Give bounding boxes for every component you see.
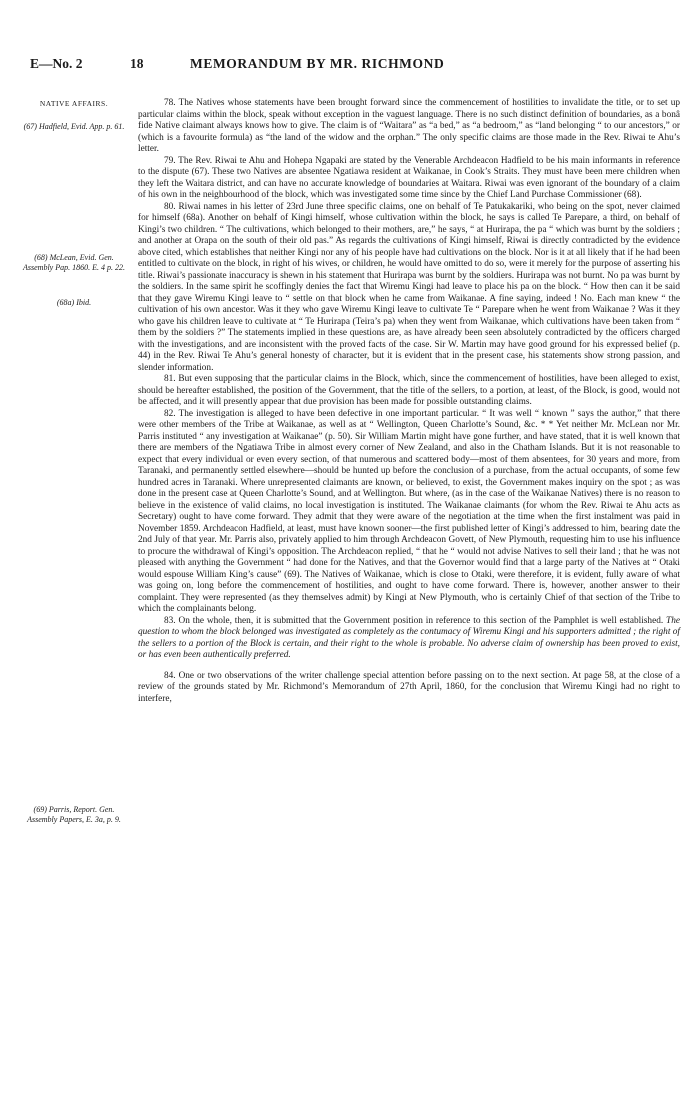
sidenote-68a: (68a) Ibid.: [56, 298, 92, 307]
paragraph-84: 84. One or two observations of the writer challenge special attention before passing on to the next section. At page 58, at the close of a review of the grounds stated by Mr. Richmond’s Memorandum of 27th April, 1860, for the conclusion that Wiremu Kingi had no right to interfere,: [138, 670, 680, 704]
body-text: [138, 98, 680, 705]
section-number: E—No. 2: [30, 56, 83, 71]
paragraph-78: 78. The Natives whose statements have been brought forward since the commencement of hostilities to invalidate the title, or to set up particular claims within the block, speak without exception in the vaguest language. There is no such distinct definition of boundaries, as a bonâ fide Native claimant always knows how to give. The claim is of “Waitara” as “a bed,” as “a bedroom,” as “land belonging “ to our ancestors,” or (which is a favourite formula) as “the land of the widow and the orphan.” The only specific claims are those made in the Rev. Riwai te Ahu’s letter.: [138, 98, 680, 154]
page-number: 18: [130, 56, 144, 71]
sidenote-69: (69) Parris, Report. Gen. Assembly Papers, E. 3a, p. 9.: [27, 805, 121, 824]
paragraph-83-conclusion: The question to whom the block belonged was investigated as completely as the contumacy of Wiremu Kingi and his supporters admitted ; the right of the sellers to a portion of the Block is certain, and their right to the whole is probable. No adverse claim of ownership has been proved to exist, or has even been authentically preferred.: [138, 615, 680, 660]
page-title: MEMORANDUM BY MR. RICHMOND: [190, 56, 445, 71]
page-header: [30, 56, 670, 76]
paragraph-83: [138, 616, 680, 662]
sidenote-68: (68) McLean, Evid. Gen. Assembly Pap. 1860. E. 4 p. 22.: [23, 253, 125, 272]
paragraph-82: 82. The investigation is alleged to have been defective in one important particular. “ It was well “ known ” says the author,” that there were other members of the Tribe at Waikanae, as well as at “ Wellington, Queen Charlotte’s Sound, &c. * * Yet neither Mr. McLean nor Mr. Parris instituted “ any investigation at Waikanae” (p. 50). Sir William Martin might have gone further, and have stated, that it is well known that there are members of the Ngatiawa Tribe in almost every corner of New Zealand, and also in the Chatham Islands. But it is not reasonable to expect that every individual or even every section, of that numerous and scattered body—most of them absentees, for 30 years and more, from Taranaki, and permanently settled elsewhere—should be hunted up before the conclusion of a purchase, from the actual occupants, of some few hundred acres in Taranaki. Where unrepresented claimants are known, or believed, to exist, the Government makes inquiry on the spot ; as was done in the present case at Queen Charlotte’s Sound, and at Wellington. But where, (as in the case of the Waikanae Natives) there is no reason to believe in the existence of valid claims, no local investigation is instituted. The Waikanae claimants (for whom the Rev. Riwai te Ahu acts as Secretary) ought to have come forward. They admit that they were aware of the negotiation at the time when the first instalment was paid in November 1859. Archdeacon Hadfield, at least, must have known sooner—the first published letter of Kingi’s addressed to him, bearing date the 2nd July of that year. Mr. Parris also, privately applied to him through Archdeacon Govett, of New Plymouth, requesting him to use his influence to procure the withdrawal of Kingi’s opposition. The Archdeacon replied, “ that he “ would not advise Natives to sell their land ; that he was not pleased with anything the Government “ had done for the Natives, and that the Governor would find that a large party of the Natives at “ Otaki would espouse William King’s cause” (69). The Natives of Waikanae, which is close to Otaki, were therefore, it is evident, fully aware of what was going on, long before the commencement of hostilities, and ought to have come forward. There is, however, another answer to their complaint. They were represented (as they themselves admit) by Kingi at New Plymouth, who is certainly Chief of that section of the Tribe to which the complainants belong.: [138, 408, 680, 614]
paragraph-79: 79. The Rev. Riwai te Ahu and Hohepa Ngapaki are stated by the Venerable Archdeacon Hadfield to be his main informants in reference to the dispute (67). These two Natives are absentee Ngatiawa resident at Waikanae, in Cook’s Straits. They must have been mere children when they left the Waitara district, and can have no accurate knowledge of boundaries at Waitara. Riwai was even ignorant of the boundary of a claim of his own in the neighbourhood of the block, which was investigated some time since by the Chief Land Purchase Commissioner (68).: [138, 155, 680, 200]
sidenote-67: (67) Hadfield, Evid. App. p. 61.: [23, 122, 125, 131]
paragraph-80: 80. Riwai names in his letter of 23rd June three specific claims, one on behalf of Te Patukakariki, who being on the spot, never claimed for himself (68a). Another on behalf of Kingi himself, whose cultivation within the block, he says is called Te Parepare, a third, on behalf of Kingi’s two children. “ The cultivations, which belonged to their mothers, are,” he says, “ at Hurirapa, the pa “ which was burnt by the soldiers ; and another at Orapa on the south of their old pas.” As regards the cultivations of Kingi himself, Riwai is directly contradicted by the evidence above cited, which establishes that neither Kingi nor any of his people have had cultivations on the block. Nor is it at all likely that if he had been entitled to cultivate on the block, in right of his wives, or children, he would have omitted to do so, were it merely for the purpose of asserting his title. Riwai’s passionate inaccuracy is shewn in his statement that Hurirapa was burnt by the soldiers. Hurirapa was not burnt. No pa was burnt by the soldiers. In the same spirit he scoffingly denies the fact that Wiremu Kingi had leave to place his pa on the block. “ How then can it be said that they gave Wiremu Kingi leave to “ settle on that block when he came from Waikanae. A fine saying, indeed ! No. Each man knew “ the cultivation of his own ancestor. Was it they who gave Wiremu Kingi leave to cultivate Te “ Parepare when he went from Waikanae ? Was it they who gave his children leave to cultivate at “ Te Hurirapa (Teira’s pa) when they went from Waikanae, which cultivations have been taken from “ them by the soldiers ?” The statements implied in these questions are, as have already been seen absolutely contradicted by the officers charged with the investigations, and are inconsistent with the proved facts of the case. Sir W. Martin may have good ground for his expressed belief (p. 44) in the Rev. Riwai Te Ahu’s general honesty of character, but it is evident that in the present case, his statements show strong passion, and slender information.: [138, 201, 680, 373]
sidenote-native-affairs: NATIVE AFFAIRS.: [39, 99, 109, 108]
paragraph-83-lead: 83. On the whole, then, it is submitted that the Government position in reference to this section of the Pamphlet is well established.: [164, 615, 664, 626]
paragraph-81: 81. But even supposing that the particular claims in the Block, which, since the commencement of hostilities, have been alleged to exist, should be hereafter established, the position of the Government, that the title of the sellers, to a portion, at least, of the Block, is good, would not be affected, and it will presently appear that due provision has been made for possible outstanding claims.: [138, 374, 680, 407]
